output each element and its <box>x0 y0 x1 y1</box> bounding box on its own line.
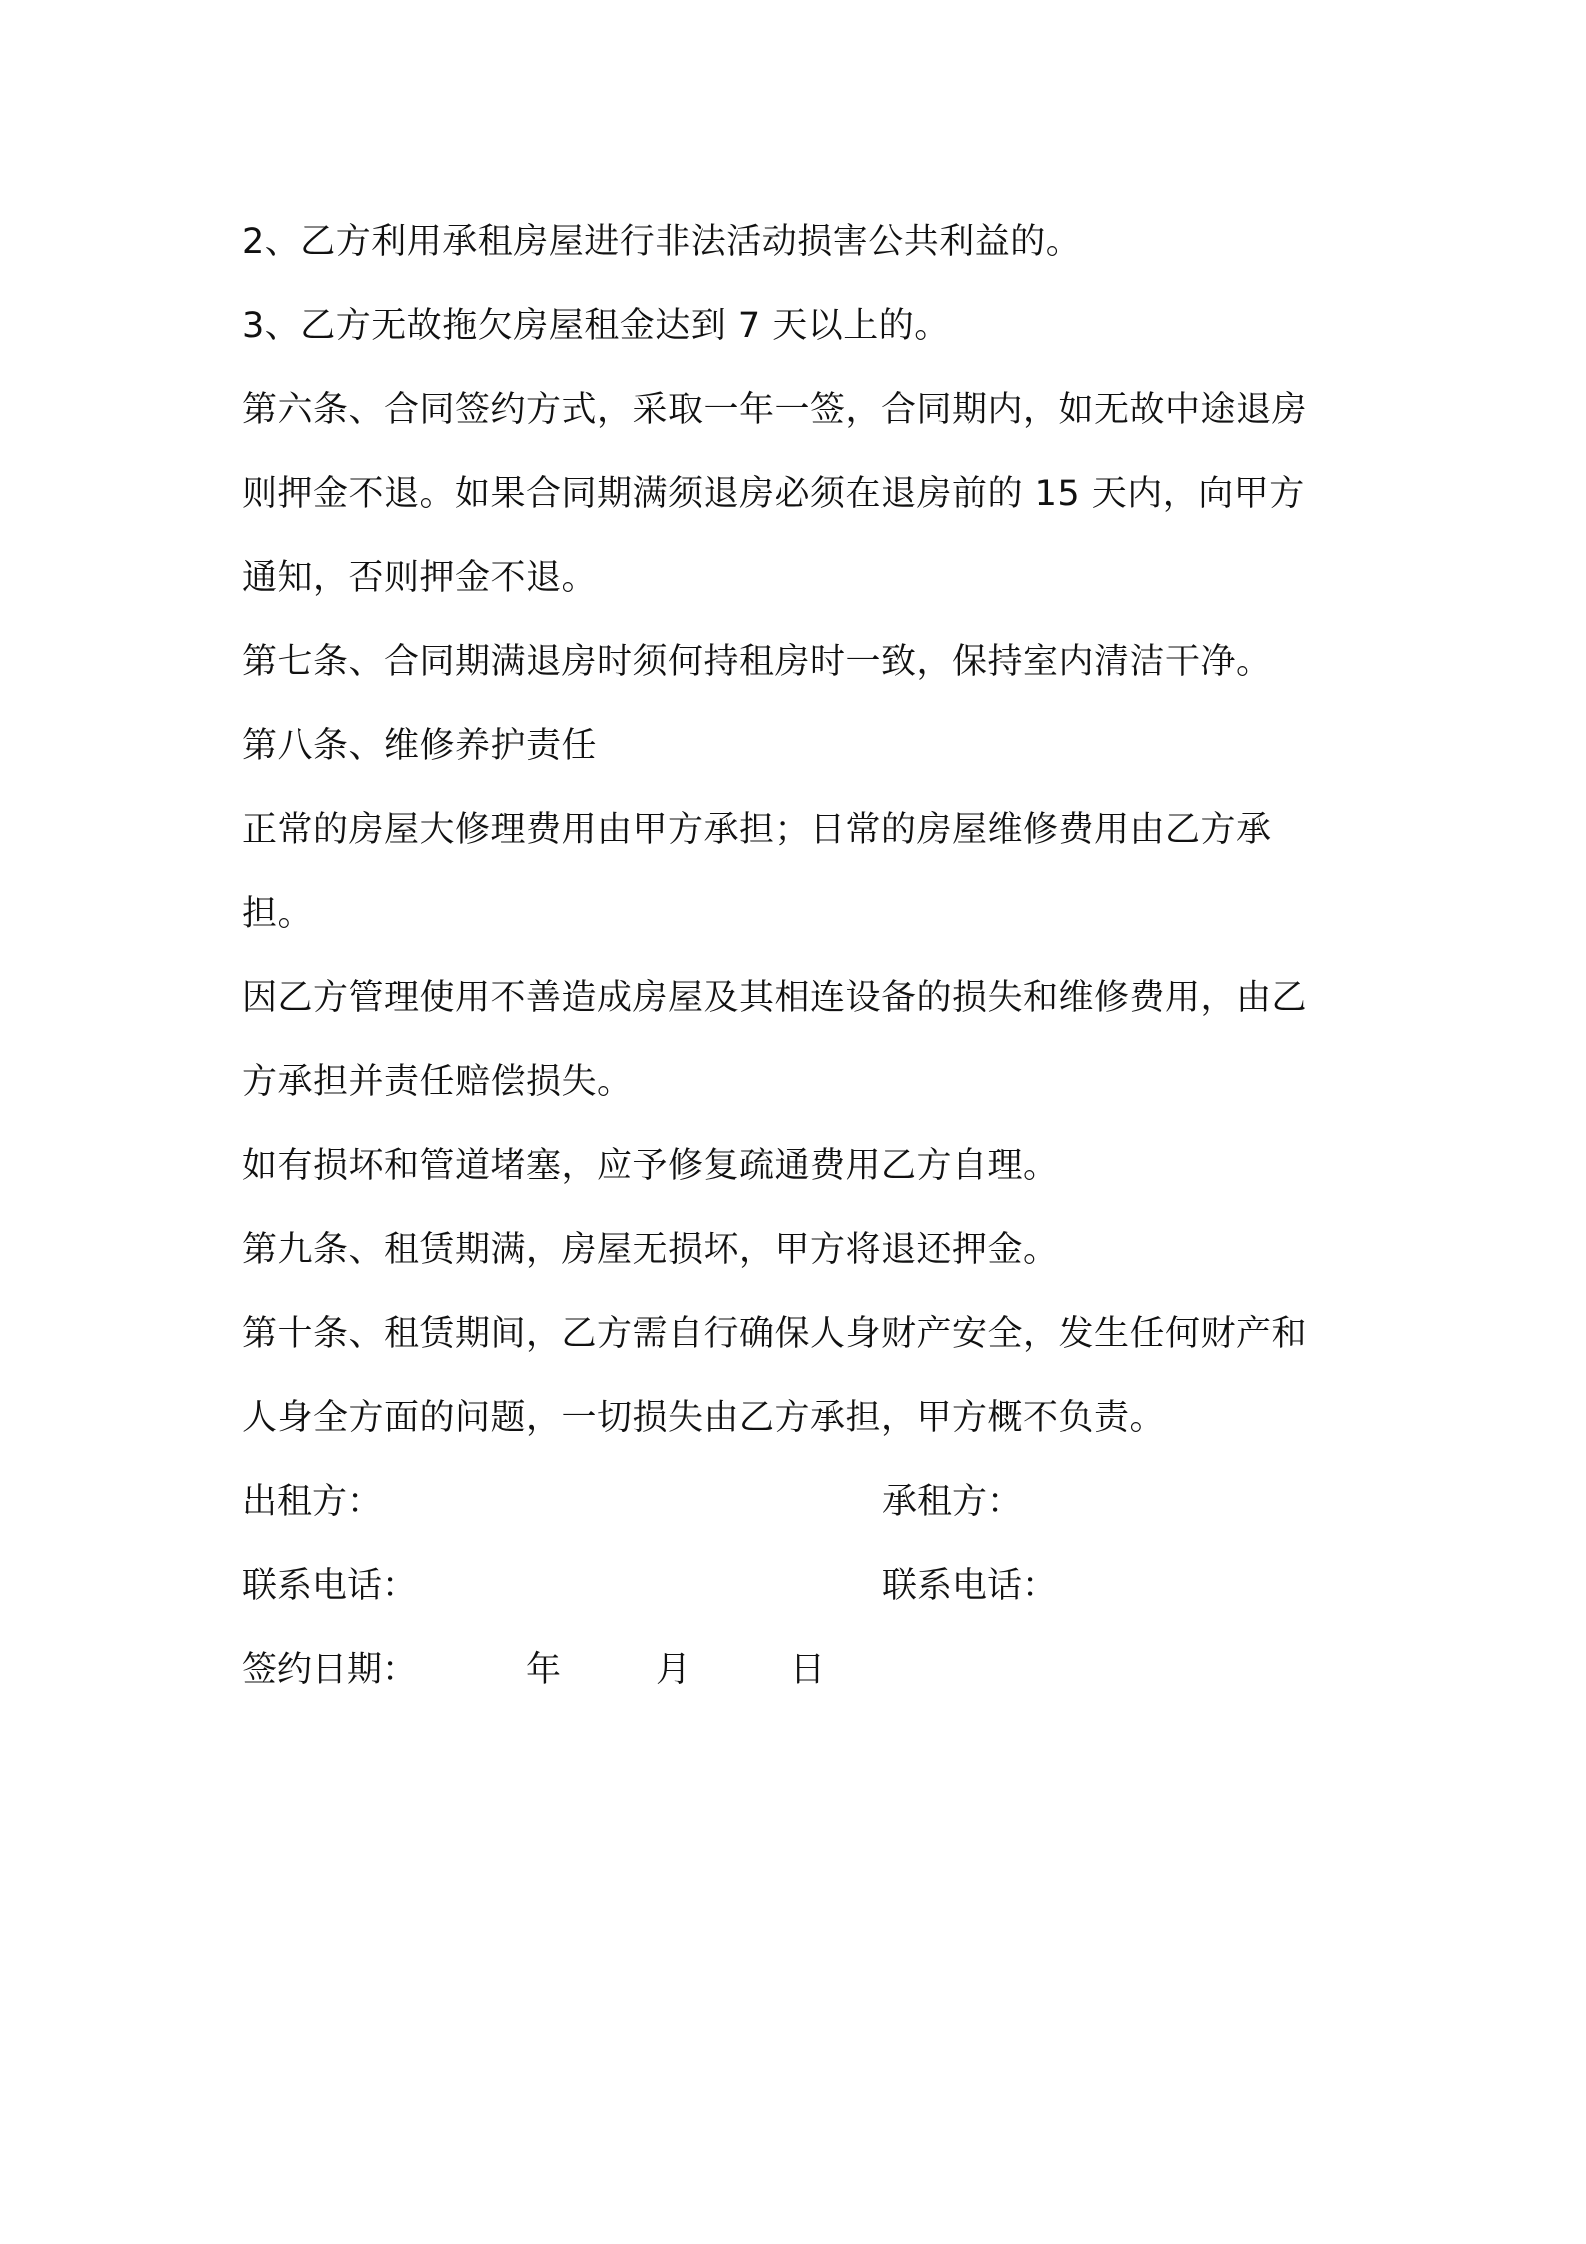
clause-line: 正常的房屋大修理费用由甲方承担；日常的房屋维修费用由乙方承 <box>242 810 1272 850</box>
year-label: 年 <box>526 1650 562 1690</box>
month-label: 月 <box>656 1650 692 1690</box>
lessor-label: 出租方： <box>242 1482 383 1522</box>
clause-line: 担。 <box>242 894 314 934</box>
clause-line: 3、乙方无故拖欠房屋租金达到 7 天以上的。 <box>242 306 950 346</box>
clause-line: 方承担并责任赔偿损失。 <box>242 1062 633 1102</box>
lessee-phone-label: 联系电话： <box>882 1566 1058 1606</box>
lessor-phone-label: 联系电话： <box>242 1566 418 1606</box>
phone-row <box>242 1544 1362 1628</box>
clause-line: 2、乙方利用承租房屋进行非法活动损害公共利益的。 <box>242 222 1082 262</box>
signing-date-row <box>242 1628 1362 1712</box>
clause-line: 因乙方管理使用不善造成房屋及其相连设备的损失和维修费用，由乙 <box>242 978 1308 1018</box>
clause-heading: 第八条、维修养护责任 <box>242 726 598 766</box>
lessee-label: 承租方： <box>882 1482 1023 1522</box>
signing-date-label: 签约日期： <box>242 1650 418 1690</box>
clause-line: 第六条、合同签约方式，采取一年一签，合同期内，如无故中途退房 <box>242 390 1308 430</box>
document-body <box>242 200 1362 1712</box>
clause-line: 则押金不退。如果合同期满须退房必须在退房前的 15 天内，向甲方 <box>242 474 1305 514</box>
clause-line: 人身全方面的问题，一切损失由乙方承担，甲方概不负责。 <box>242 1398 1166 1438</box>
clause-line: 第九条、租赁期满，房屋无损坏，甲方将退还押金。 <box>242 1230 1059 1270</box>
clause-line: 通知，否则押金不退。 <box>242 558 598 598</box>
party-row <box>242 1460 1362 1544</box>
clause-line: 如有损坏和管道堵塞，应予修复疏通费用乙方自理。 <box>242 1146 1059 1186</box>
clause-line: 第十条、租赁期间，乙方需自行确保人身财产安全，发生任何财产和 <box>242 1314 1308 1354</box>
day-label: 日 <box>790 1650 826 1690</box>
clause-line: 第七条、合同期满退房时须何持租房时一致，保持室内清洁干净。 <box>242 642 1272 682</box>
